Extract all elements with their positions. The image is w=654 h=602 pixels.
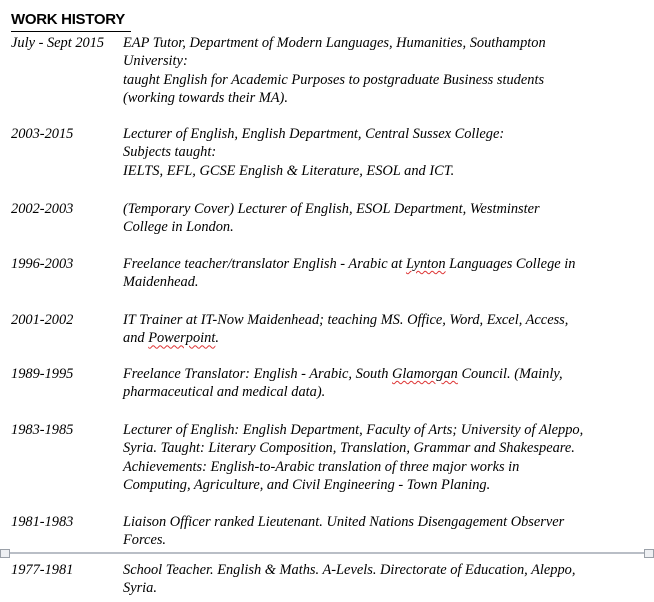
page-break-line [0,552,654,554]
entry-line: and Powerpoint. [123,330,219,347]
entry-description [123,255,643,292]
entry-line: Forces. [123,532,167,549]
entry-line: pharmaceutical and medical data). [123,384,326,401]
entry-line: taught English for Academic Purposes to postgraduate Business students [123,71,545,88]
entry-date: 1989-1995 [11,366,74,382]
entry-date: 2003-2015 [11,126,74,142]
entry-date: July - Sept 2015 [11,35,105,51]
page-break-handle-left [0,549,10,558]
entry-date: 2002-2003 [11,201,74,217]
entry-line: Syria. [123,580,157,597]
entry-line: University: [123,53,188,70]
entry-line: Maidenhead. [123,274,199,291]
section-heading: WORK HISTORY [11,9,131,32]
entry-line: (Temporary Cover) Lecturer of English, ESOL Department, Westminster [123,201,540,217]
entry-description [123,421,643,495]
page-break-divider [0,551,654,555]
spellcheck-flagged-word: Powerpoint [148,330,216,347]
entry-description [123,200,643,237]
entry-line: Computing, Agriculture, and Civil Engineering - Town Planing. [123,477,491,494]
line-part: Freelance teacher/translator English - Arabic at Lynton Languages College in [123,256,576,272]
spellcheck-flagged-word: Glamorgan [392,366,458,382]
entry-description [123,34,643,108]
entry-line: IT Trainer at IT-Now Maidenhead; teaching MS. Office, Word, Excel, Access, [123,312,569,328]
entry-description [123,125,643,180]
entry-line: EAP Tutor, Department of Modern Languages, Humanities, Southampton [123,35,546,51]
entry-description [123,311,643,348]
entry-line: IELTS, EFL, GCSE English & Literature, ESOL and ICT. [123,162,455,179]
entry-line: (working towards their MA). [123,90,288,107]
entry-line [123,255,643,273]
entry-line: Lecturer of English, English Department, Central Sussex College: [123,126,505,142]
entry-description [123,513,643,550]
entry-date: 1996-2003 [11,256,74,272]
entry-line: Achievements: English-to-Arabic translation of three major works in [123,458,520,475]
entry-line: Subjects taught: [123,144,217,161]
entry-line: College in London. [123,219,234,236]
entry-line: School Teacher. English & Maths. A-Levels. Directorate of Education, Aleppo, [123,562,576,578]
entry-line: Syria. Taught: Literary Composition, Translation, Grammar and Shakespeare. [123,440,575,457]
entry-line: Liaison Officer ranked Lieutenant. United Nations Disengagement Observer [123,514,565,530]
entry-date: 1977-1981 [11,562,74,578]
entry-description [123,561,643,598]
entry-line: Freelance Translator: English - Arabic, South Glamorgan Council. (Mainly, [123,366,563,382]
entry-date: 1983-1985 [11,422,74,438]
spellcheck-flagged-word: Lynton [405,256,446,272]
entry-line: Lecturer of English: English Department, Faculty of Arts; University of Aleppo, [123,422,584,438]
entry-date: 2001-2002 [11,312,74,328]
entry-date: 1981-1983 [11,514,74,530]
page-break-handle-right [644,549,654,558]
entry-description [123,365,643,402]
